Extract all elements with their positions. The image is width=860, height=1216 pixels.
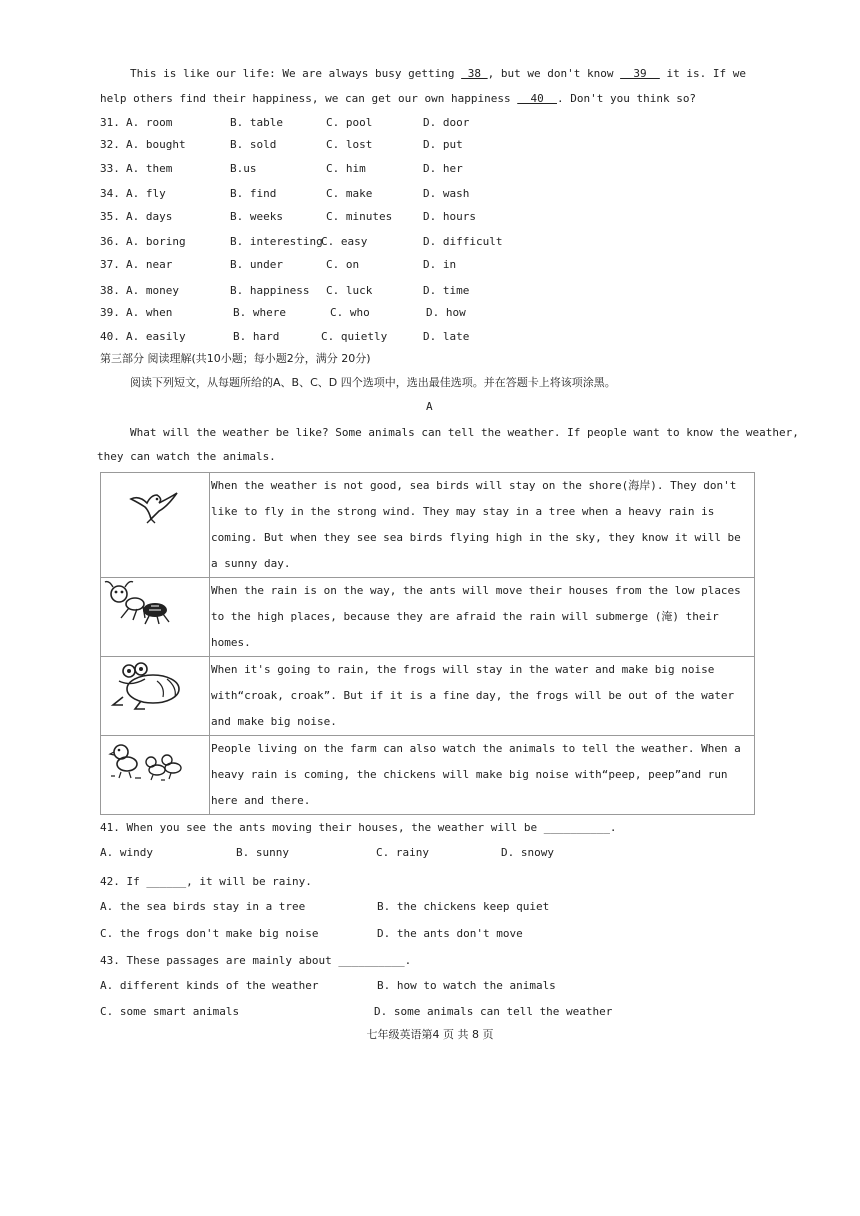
option-a: A. when bbox=[126, 306, 173, 319]
question-number: 32. bbox=[100, 138, 120, 151]
option-c: C. minutes bbox=[326, 210, 393, 223]
animals-table bbox=[100, 472, 755, 815]
option-b: B. hard bbox=[233, 330, 280, 343]
option-d: D. door bbox=[423, 116, 470, 129]
frog-icon bbox=[101, 657, 209, 717]
option-b: B. find bbox=[230, 187, 277, 200]
section-instruction: 阅读下列短文，从每题所给的A、B、C、D 四个选项中，选出最佳选项。并在答题卡上将该项涂黑。 bbox=[130, 376, 616, 389]
option-c: C. luck bbox=[326, 284, 373, 297]
passage-line-1 bbox=[130, 67, 746, 81]
option-a: A. them bbox=[126, 162, 173, 175]
option-a: A. different kinds of the weather bbox=[100, 979, 319, 992]
table-cell-text: When it's going to rain, the frogs will stay in the water and make big noise with“croak, croak”. But if it is a fine day, the frogs will be out of the water and make big noise. bbox=[210, 657, 755, 736]
question-number: 40. bbox=[100, 330, 120, 343]
option-a: A. money bbox=[126, 284, 179, 297]
option-c: C. make bbox=[326, 187, 373, 200]
option-d: D. how bbox=[426, 306, 466, 319]
option-b: B. how to watch the animals bbox=[377, 979, 556, 992]
option-c: C. easy bbox=[321, 235, 368, 248]
option-c: C. the frogs don't make big noise bbox=[100, 927, 319, 940]
option-d: D. some animals can tell the weather bbox=[374, 1005, 613, 1018]
blank-39: 39 bbox=[620, 67, 660, 80]
option-d: D. in bbox=[423, 258, 457, 271]
option-c: C. who bbox=[330, 306, 370, 319]
option-c: C. on bbox=[326, 258, 360, 271]
option-d: D. time bbox=[423, 284, 470, 297]
option-d: D. hours bbox=[423, 210, 476, 223]
option-c: C. lost bbox=[326, 138, 373, 151]
option-d: D. wash bbox=[423, 187, 470, 200]
passage-text: . Don't you think so? bbox=[556, 92, 697, 105]
option-b: B. under bbox=[230, 258, 283, 271]
option-c: C. him bbox=[326, 162, 366, 175]
option-a: A. boring bbox=[126, 235, 186, 248]
ant-icon bbox=[101, 578, 209, 638]
option-d: D. the ants don't move bbox=[377, 927, 523, 940]
question-42-stem: 42. If ______, it will be rainy. bbox=[100, 875, 312, 888]
table-cell-picture bbox=[101, 736, 210, 815]
table-cell-picture bbox=[101, 473, 210, 578]
table-cell-picture bbox=[101, 578, 210, 657]
question-41-stem: 41. When you see the ants moving their houses, the weather will be __________. bbox=[100, 821, 617, 834]
chickens-icon bbox=[101, 736, 209, 786]
option-b: B. table bbox=[230, 116, 283, 129]
option-d: D. snowy bbox=[501, 846, 554, 859]
option-a: A. easily bbox=[126, 330, 186, 343]
option-b: B. interesting bbox=[230, 235, 323, 248]
option-d: D. her bbox=[423, 162, 463, 175]
option-a: A. windy bbox=[100, 846, 153, 859]
option-b: B. happiness bbox=[230, 284, 310, 297]
option-a: A. the sea birds stay in a tree bbox=[100, 900, 306, 913]
table-cell-picture bbox=[101, 657, 210, 736]
passage-text: help others find their happiness, we can get our own happiness bbox=[100, 92, 518, 105]
page-footer: 七年级英语第4 页 共 8 页 bbox=[366, 1028, 494, 1041]
table-row bbox=[101, 657, 755, 736]
option-d: D. put bbox=[423, 138, 463, 151]
table-row bbox=[101, 473, 755, 578]
passage-text: This is like our life: We are always busy getting bbox=[130, 67, 462, 80]
option-c: C. quietly bbox=[321, 330, 388, 343]
option-a: A. room bbox=[126, 116, 173, 129]
passage-text: , but we don't know bbox=[487, 67, 621, 80]
option-b: B. the chickens keep quiet bbox=[377, 900, 550, 913]
option-a: A. near bbox=[126, 258, 173, 271]
table-row bbox=[101, 736, 755, 815]
question-number: 37. bbox=[100, 258, 120, 271]
question-43-stem: 43. These passages are mainly about __________. bbox=[100, 954, 412, 967]
question-number: 34. bbox=[100, 187, 120, 200]
blank-40: 40 bbox=[517, 92, 557, 105]
question-number: 35. bbox=[100, 210, 120, 223]
passage-line-2 bbox=[100, 92, 696, 106]
table-row bbox=[101, 578, 755, 657]
section-heading: 第三部分 阅读理解(共10小题；每小题2分，满分 20分) bbox=[100, 352, 371, 365]
option-c: C. some smart animals bbox=[100, 1005, 240, 1018]
passage-label: A bbox=[426, 400, 433, 413]
option-d: D. late bbox=[423, 330, 470, 343]
option-b: B. where bbox=[233, 306, 286, 319]
question-number: 38. bbox=[100, 284, 120, 297]
option-c: C. pool bbox=[326, 116, 373, 129]
passage-text: it is. If we bbox=[659, 67, 746, 80]
option-c: C. rainy bbox=[376, 846, 429, 859]
option-a: A. fly bbox=[126, 187, 166, 200]
blank-38: 38 bbox=[461, 67, 488, 80]
question-number: 36. bbox=[100, 235, 120, 248]
passage-intro-line-1: What will the weather be like? Some animals can tell the weather. If people want to know the weather, bbox=[130, 426, 799, 439]
option-b: B.us bbox=[230, 162, 257, 175]
question-number: 31. bbox=[100, 116, 120, 129]
question-number: 39. bbox=[100, 306, 120, 319]
option-a: A. days bbox=[126, 210, 173, 223]
table-cell-text: People living on the farm can also watch the animals to tell the weather. When a heavy rain is coming, the chickens will make big noise with“peep, peep”and run here and there. bbox=[210, 736, 755, 815]
option-b: B. sold bbox=[230, 138, 277, 151]
option-b: B. sunny bbox=[236, 846, 289, 859]
table-cell-text: When the weather is not good, sea birds will stay on the shore(海岸). They don't like to fly in the strong wind. They may stay in a tree when a heavy rain is coming. But when they see sea birds flying high in the sky, they know it will be a sunny day. bbox=[210, 473, 755, 578]
option-d: D. difficult bbox=[423, 235, 503, 248]
question-number: 33. bbox=[100, 162, 120, 175]
option-a: A. bought bbox=[126, 138, 186, 151]
passage-intro-line-2: they can watch the animals. bbox=[97, 450, 276, 463]
table-cell-text: When the rain is on the way, the ants will move their houses from the low places to the high places, because they are afraid the rain will submerge (淹) their homes. bbox=[210, 578, 755, 657]
option-b: B. weeks bbox=[230, 210, 283, 223]
sea-bird-icon bbox=[101, 473, 209, 533]
